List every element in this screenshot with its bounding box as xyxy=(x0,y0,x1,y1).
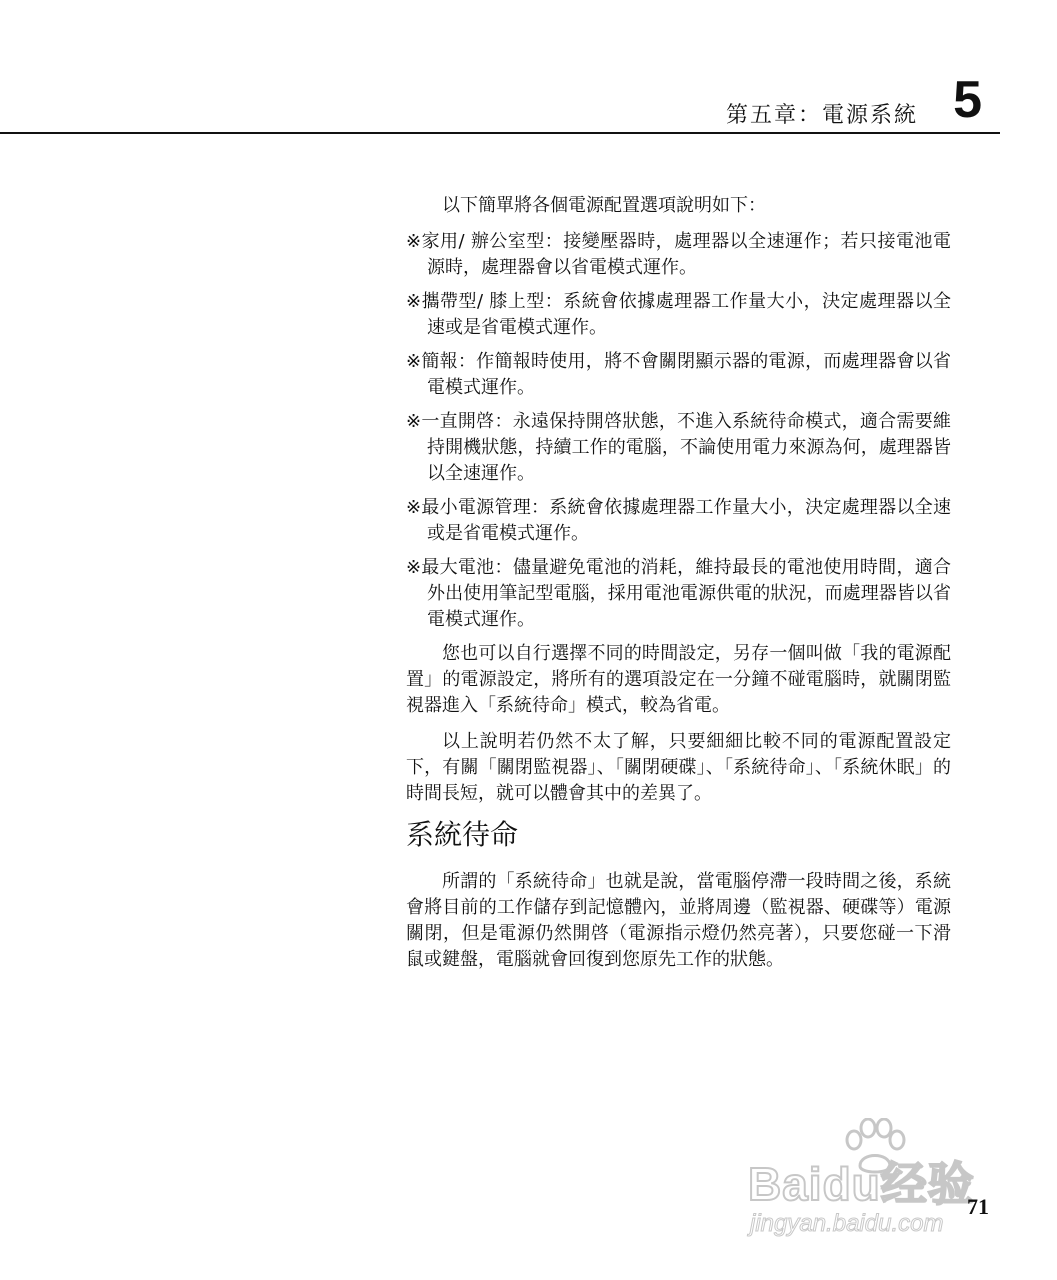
comparison-paragraph: 以上說明若仍然不太了解，只要細細比較不同的電源配置設定下，有關「關閉監視器」、「關閉硬碟」、「系統待命」、「系統休眠」的時間長短，就可以體會其中的差異了。 xyxy=(406,731,951,804)
main-content xyxy=(406,193,951,983)
page-header xyxy=(0,60,1000,134)
page-number: 71 xyxy=(967,1194,989,1219)
section-heading-standby: 系統待命 xyxy=(406,818,519,851)
chapter-number: 5 xyxy=(953,71,982,129)
bullet-portable-laptop: ※攜帶型/ 膝上型：系統會依據處理器工作量大小，決定處理器以全速或是省電模式運作。 xyxy=(406,291,951,338)
standby-paragraph: 所謂的「系統待命」也就是說，當電腦停滯一段時間之後，系統會將目前的工作儲存到記憶體內，並將周邊（監視器、硬碟等）電源關閉，但是電源仍然開啓（電源指示燈仍然亮著），只要您碰一下滑鼠或鍵盤，電腦就會回復到您原先工作的狀態。 xyxy=(406,871,951,970)
bullet-minimal-power: ※最小電源管理：系統會依據處理器工作量大小，決定處理器以全速或是省電模式運作。 xyxy=(406,497,951,544)
bullet-max-battery: ※最大電池：儘量避免電池的消耗，維持最長的電池使用時間，適合外出使用筆記型電腦，採用電池電源供電的狀況，而處理器皆以省電模式運作。 xyxy=(406,557,951,630)
baidu-logo: Baidu经验 xyxy=(748,1158,975,1210)
bullet-home-office: ※家用/ 辦公室型：接變壓器時，處理器以全速運作；若只接電池電源時，處理器會以省電模式運作。 xyxy=(406,231,951,278)
bullet-always-on: ※一直開啓：永遠保持開啓狀態，不進入系統待命模式，適合需要維持開機狀態，持續工作的電腦，不論使用電力來源為何，處理器皆以全速運作。 xyxy=(406,411,951,484)
watermark-url: jingyan.baidu.com xyxy=(750,1210,944,1237)
chapter-title: 第五章：電源系統 xyxy=(725,103,918,128)
baidu-watermark xyxy=(748,1118,998,1248)
bullet-presentation: ※簡報：作簡報時使用，將不會關閉顯示器的電源，而處理器會以省電模式運作。 xyxy=(406,351,951,398)
custom-scheme-paragraph: 您也可以自行選擇不同的時間設定，另存一個叫做「我的電源配置」的電源設定，將所有的選項設定在一分鐘不碰電腦時，就關閉監視器進入「系統待命」模式，較為省電。 xyxy=(406,643,951,716)
header-rule xyxy=(0,132,1000,134)
intro-paragraph: 以下簡單將各個電源配置選項說明如下： xyxy=(442,195,766,216)
